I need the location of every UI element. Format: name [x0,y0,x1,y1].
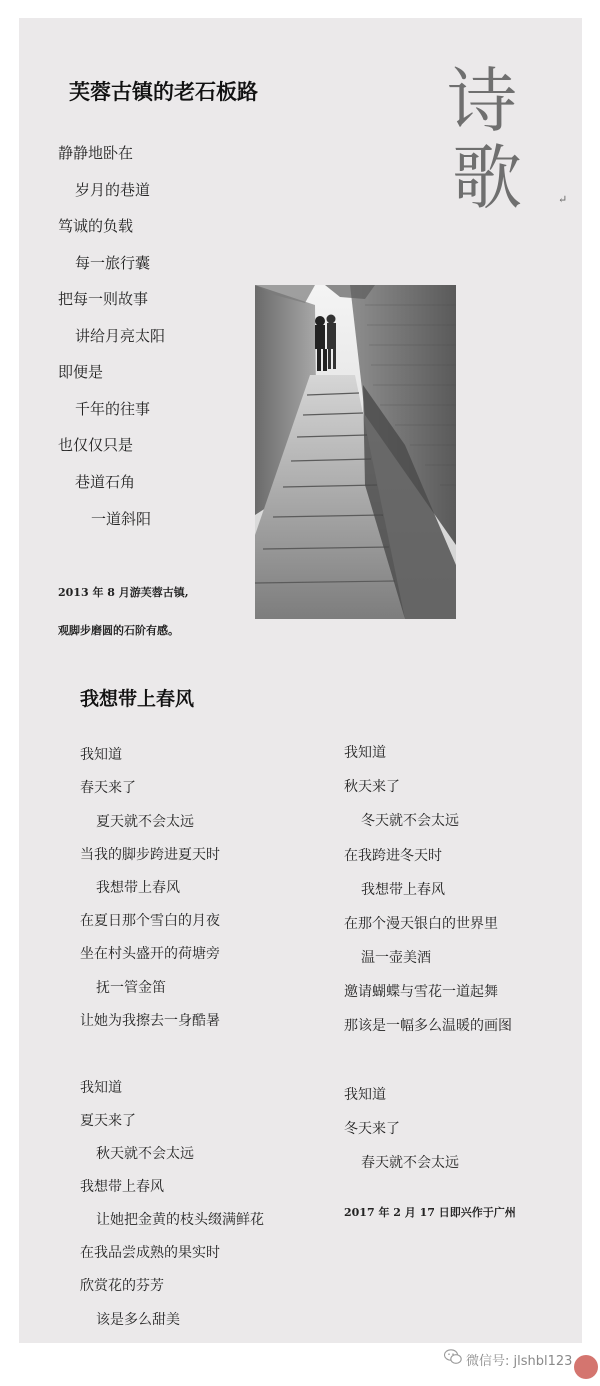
poem2-line: 我知道 [80,1080,122,1096]
poem2-line: 让她为我擦去一身酷暑 [80,1013,220,1029]
poem1-line: 把每一则故事 [58,290,149,308]
wechat-id-watermark: 微信号: jlshbl123 [466,1354,573,1369]
poem2-line: 我知道 [344,1087,386,1103]
poem1-line: 静静地卧在 [58,144,134,162]
poem2-line: 冬天来了 [344,1121,400,1137]
poem1-line: 也仅仅只是 [58,436,134,454]
poem1-note: 2013 年 8 月游芙蓉古镇, [58,586,189,599]
poem2-line: 我想带上春风 [96,880,180,896]
poem2-line: 夏天就不会太远 [96,814,194,830]
poem2-line: 秋天来了 [344,779,400,795]
poem2-line: 春天来了 [80,780,136,796]
poem2-line: 我想带上春风 [361,882,445,898]
poem2-line: 在夏日那个雪白的月夜 [80,913,220,929]
poem1-title: 芙蓉古镇的老石板路 [69,80,258,104]
seal-stamp-icon [574,1355,598,1379]
poem1-line: 千年的往事 [75,400,151,418]
poem1-line: 即便是 [58,363,104,381]
poem1-line: 一道斜阳 [91,510,152,528]
poem2-line: 当我的脚步跨进夏天时 [80,847,220,863]
poem2-line: 温一壶美酒 [361,950,431,966]
poem2-line: 坐在村头盛开的荷塘旁 [80,946,220,962]
header-char-poetry-1: 诗 [447,60,517,142]
stone-stairs-photo [255,285,456,619]
poem2-signature: 2017 年 2 月 17 日即兴作于广州 [344,1206,516,1219]
poem2-line: 我想带上春风 [80,1179,164,1195]
poem2-line: 我知道 [344,745,386,761]
poem2-line: 我知道 [80,747,122,763]
poem1-line: 讲给月亮太阳 [75,327,166,345]
poem1-line: 巷道石角 [75,473,136,491]
poem2-line: 在我品尝成熟的果实时 [80,1245,220,1261]
poem2-line: 让她把金黄的枝头缀满鲜花 [96,1212,264,1228]
return-mark-icon: ↵ [558,193,568,206]
poem1-note: 观脚步磨圆的石阶有感。 [58,624,179,637]
poem2-line: 在那个漫天银白的世界里 [344,916,498,932]
poem2-line: 抚一管金笛 [96,980,166,996]
poem2-line: 那该是一幅多么温暖的画图 [344,1018,512,1034]
poem1-line: 每一旅行囊 [75,254,151,272]
poem2-line: 夏天来了 [80,1113,136,1129]
wechat-icon [444,1349,462,1365]
poem1-line: 岁月的巷道 [75,181,151,199]
poem2-line: 秋天就不会太远 [96,1146,194,1162]
poem2-line: 冬天就不会太远 [361,813,459,829]
poem1-line: 笃诚的负载 [58,217,134,235]
poem2-line: 在我跨进冬天时 [344,848,442,864]
poem2-line: 该是多么甜美 [96,1312,180,1328]
poem2-line: 邀请蝴蝶与雪花一道起舞 [344,984,498,1000]
poem2-title: 我想带上春风 [80,688,195,710]
poem2-line: 春天就不会太远 [361,1155,459,1171]
header-char-poetry-2: 歌 [452,137,522,219]
poem2-line: 欣赏花的芬芳 [80,1278,164,1294]
